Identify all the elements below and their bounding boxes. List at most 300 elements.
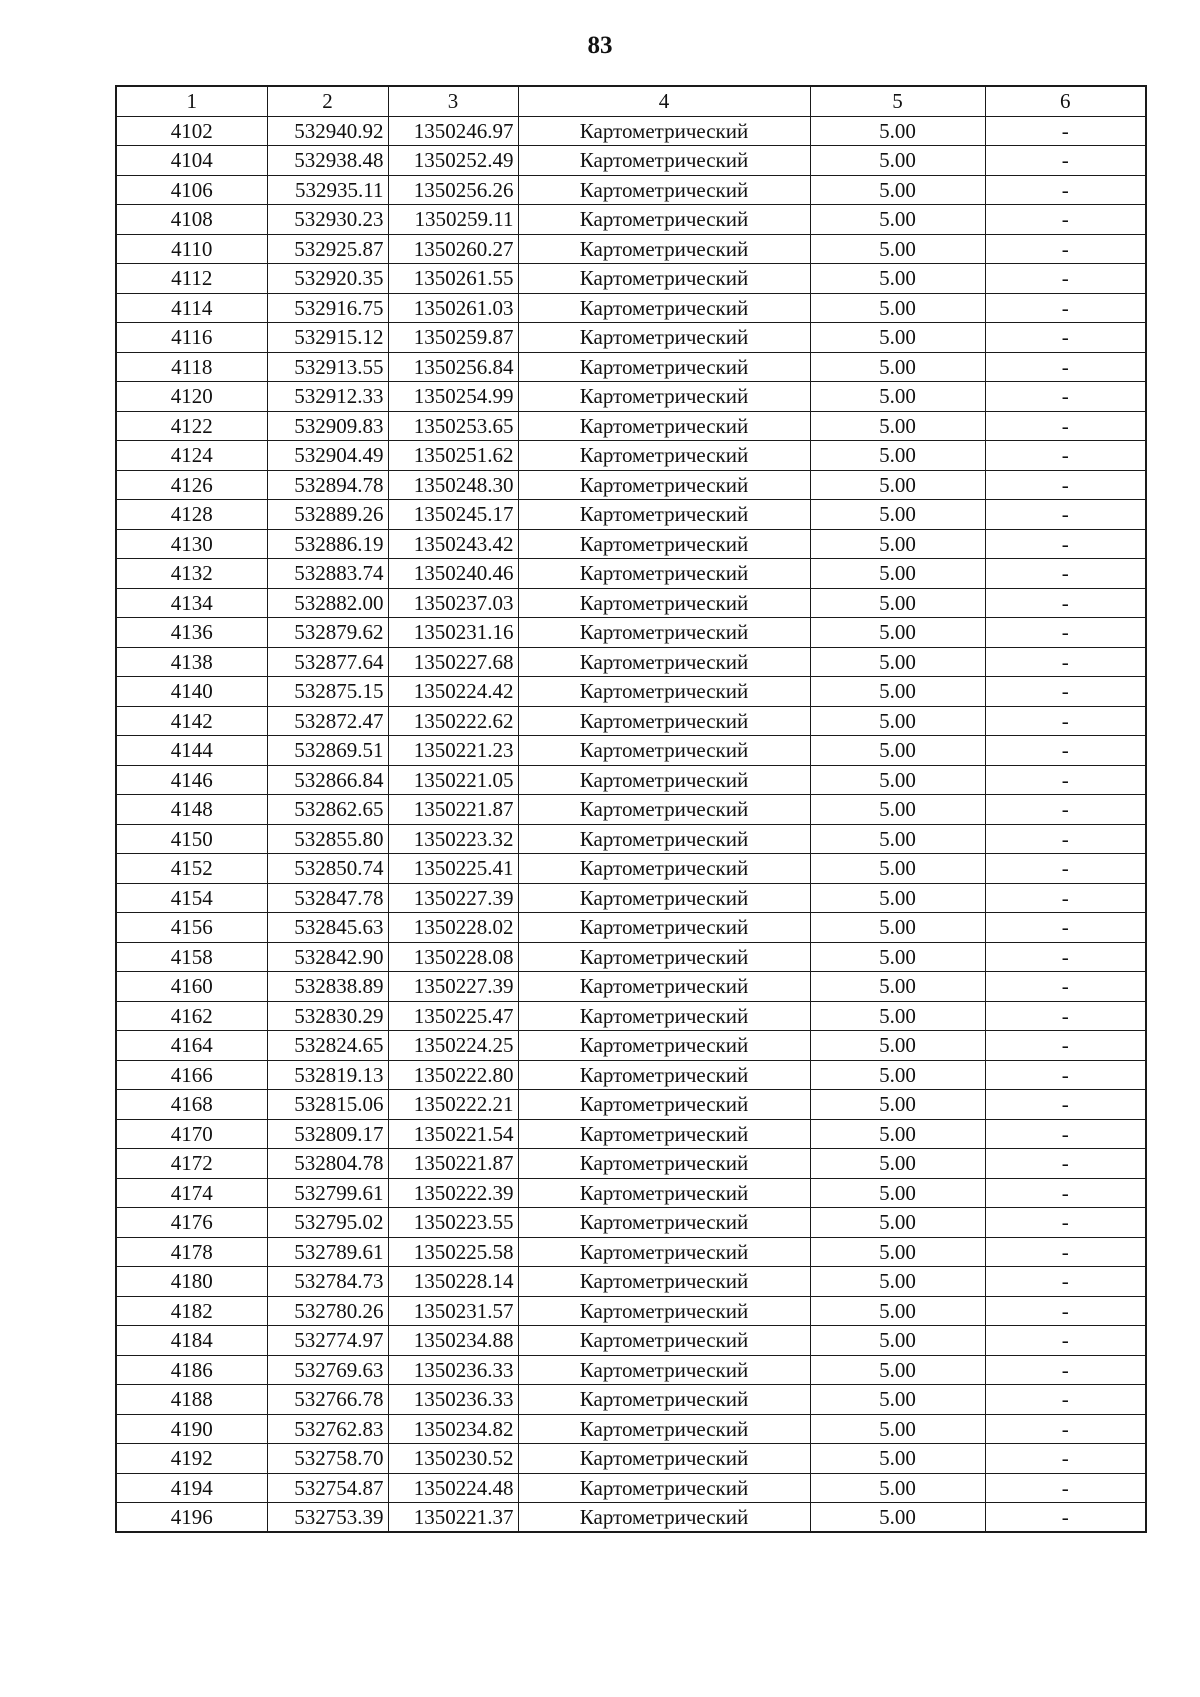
description-cell: - <box>985 1385 1146 1415</box>
y-coordinate-cell: 1350234.88 <box>388 1326 518 1356</box>
y-coordinate-cell: 1350236.33 <box>388 1355 518 1385</box>
column-header: 6 <box>985 86 1146 116</box>
method-cell: Картометрический <box>518 824 810 854</box>
x-coordinate-cell: 532754.87 <box>267 1473 388 1503</box>
method-cell: Картометрический <box>518 205 810 235</box>
table-row <box>116 765 1146 795</box>
point-number-cell: 4170 <box>116 1119 267 1149</box>
y-coordinate-cell: 1350227.39 <box>388 883 518 913</box>
table-row <box>116 175 1146 205</box>
accuracy-cell: 5.00 <box>810 529 985 559</box>
description-cell: - <box>985 293 1146 323</box>
method-cell: Картометрический <box>518 529 810 559</box>
accuracy-cell: 5.00 <box>810 264 985 294</box>
point-number-cell: 4138 <box>116 647 267 677</box>
point-number-cell: 4178 <box>116 1237 267 1267</box>
y-coordinate-cell: 1350227.39 <box>388 972 518 1002</box>
description-cell: - <box>985 1473 1146 1503</box>
method-cell: Картометрический <box>518 1208 810 1238</box>
description-cell: - <box>985 441 1146 471</box>
description-cell: - <box>985 323 1146 353</box>
y-coordinate-cell: 1350237.03 <box>388 588 518 618</box>
x-coordinate-cell: 532753.39 <box>267 1503 388 1533</box>
description-cell: - <box>985 175 1146 205</box>
description-cell: - <box>985 1119 1146 1149</box>
method-cell: Картометрический <box>518 441 810 471</box>
description-cell: - <box>985 1355 1146 1385</box>
table-row <box>116 1060 1146 1090</box>
method-cell: Картометрический <box>518 854 810 884</box>
x-coordinate-cell: 532940.92 <box>267 116 388 146</box>
x-coordinate-cell: 532769.63 <box>267 1355 388 1385</box>
accuracy-cell: 5.00 <box>810 1001 985 1031</box>
description-cell: - <box>985 1267 1146 1297</box>
method-cell: Картометрический <box>518 1355 810 1385</box>
x-coordinate-cell: 532762.83 <box>267 1414 388 1444</box>
description-cell: - <box>985 382 1146 412</box>
table-row <box>116 1444 1146 1474</box>
accuracy-cell: 5.00 <box>810 677 985 707</box>
accuracy-cell: 5.00 <box>810 323 985 353</box>
accuracy-cell: 5.00 <box>810 470 985 500</box>
x-coordinate-cell: 532758.70 <box>267 1444 388 1474</box>
accuracy-cell: 5.00 <box>810 1473 985 1503</box>
description-cell: - <box>985 736 1146 766</box>
point-number-cell: 4144 <box>116 736 267 766</box>
x-coordinate-cell: 532795.02 <box>267 1208 388 1238</box>
table-row <box>116 116 1146 146</box>
accuracy-cell: 5.00 <box>810 706 985 736</box>
point-number-cell: 4130 <box>116 529 267 559</box>
x-coordinate-cell: 532938.48 <box>267 146 388 176</box>
y-coordinate-cell: 1350260.27 <box>388 234 518 264</box>
accuracy-cell: 5.00 <box>810 1355 985 1385</box>
method-cell: Картометрический <box>518 1149 810 1179</box>
y-coordinate-cell: 1350248.30 <box>388 470 518 500</box>
method-cell: Картометрический <box>518 293 810 323</box>
point-number-cell: 4176 <box>116 1208 267 1238</box>
description-cell: - <box>985 972 1146 1002</box>
accuracy-cell: 5.00 <box>810 441 985 471</box>
point-number-cell: 4150 <box>116 824 267 854</box>
description-cell: - <box>985 116 1146 146</box>
description-cell: - <box>985 411 1146 441</box>
y-coordinate-cell: 1350221.54 <box>388 1119 518 1149</box>
x-coordinate-cell: 532875.15 <box>267 677 388 707</box>
point-number-cell: 4128 <box>116 500 267 530</box>
x-coordinate-cell: 532916.75 <box>267 293 388 323</box>
accuracy-cell: 5.00 <box>810 1444 985 1474</box>
method-cell: Картометрический <box>518 1031 810 1061</box>
method-cell: Картометрический <box>518 736 810 766</box>
table-row <box>116 1267 1146 1297</box>
description-cell: - <box>985 1444 1146 1474</box>
method-cell: Картометрический <box>518 706 810 736</box>
table-row <box>116 441 1146 471</box>
accuracy-cell: 5.00 <box>810 647 985 677</box>
point-number-cell: 4120 <box>116 382 267 412</box>
table-row <box>116 824 1146 854</box>
x-coordinate-cell: 532935.11 <box>267 175 388 205</box>
table-row <box>116 500 1146 530</box>
accuracy-cell: 5.00 <box>810 1414 985 1444</box>
table-row <box>116 795 1146 825</box>
accuracy-cell: 5.00 <box>810 972 985 1002</box>
y-coordinate-cell: 1350222.80 <box>388 1060 518 1090</box>
point-number-cell: 4112 <box>116 264 267 294</box>
method-cell: Картометрический <box>518 234 810 264</box>
x-coordinate-cell: 532883.74 <box>267 559 388 589</box>
description-cell: - <box>985 824 1146 854</box>
point-number-cell: 4148 <box>116 795 267 825</box>
y-coordinate-cell: 1350221.87 <box>388 795 518 825</box>
y-coordinate-cell: 1350251.62 <box>388 441 518 471</box>
accuracy-cell: 5.00 <box>810 1385 985 1415</box>
accuracy-cell: 5.00 <box>810 942 985 972</box>
x-coordinate-cell: 532862.65 <box>267 795 388 825</box>
point-number-cell: 4186 <box>116 1355 267 1385</box>
table-row <box>116 146 1146 176</box>
x-coordinate-cell: 532915.12 <box>267 323 388 353</box>
method-cell: Картометрический <box>518 470 810 500</box>
description-cell: - <box>985 1414 1146 1444</box>
x-coordinate-cell: 532845.63 <box>267 913 388 943</box>
y-coordinate-cell: 1350228.14 <box>388 1267 518 1297</box>
y-coordinate-cell: 1350221.23 <box>388 736 518 766</box>
accuracy-cell: 5.00 <box>810 765 985 795</box>
accuracy-cell: 5.00 <box>810 618 985 648</box>
table-row <box>116 411 1146 441</box>
x-coordinate-cell: 532804.78 <box>267 1149 388 1179</box>
point-number-cell: 4196 <box>116 1503 267 1533</box>
y-coordinate-cell: 1350223.32 <box>388 824 518 854</box>
accuracy-cell: 5.00 <box>810 1031 985 1061</box>
table-row <box>116 1090 1146 1120</box>
method-cell: Картометрический <box>518 559 810 589</box>
description-cell: - <box>985 1031 1146 1061</box>
method-cell: Картометрический <box>518 411 810 441</box>
x-coordinate-cell: 532886.19 <box>267 529 388 559</box>
y-coordinate-cell: 1350259.11 <box>388 205 518 235</box>
point-number-cell: 4156 <box>116 913 267 943</box>
x-coordinate-cell: 532789.61 <box>267 1237 388 1267</box>
method-cell: Картометрический <box>518 618 810 648</box>
point-number-cell: 4164 <box>116 1031 267 1061</box>
description-cell: - <box>985 1326 1146 1356</box>
method-cell: Картометрический <box>518 382 810 412</box>
accuracy-cell: 5.00 <box>810 883 985 913</box>
description-cell: - <box>985 854 1146 884</box>
description-cell: - <box>985 205 1146 235</box>
y-coordinate-cell: 1350243.42 <box>388 529 518 559</box>
table-row <box>116 736 1146 766</box>
description-cell: - <box>985 1178 1146 1208</box>
description-cell: - <box>985 352 1146 382</box>
point-number-cell: 4172 <box>116 1149 267 1179</box>
table-row <box>116 618 1146 648</box>
method-cell: Картометрический <box>518 1326 810 1356</box>
page-number: 83 <box>587 32 613 59</box>
point-number-cell: 4160 <box>116 972 267 1002</box>
x-coordinate-cell: 532819.13 <box>267 1060 388 1090</box>
accuracy-cell: 5.00 <box>810 500 985 530</box>
accuracy-cell: 5.00 <box>810 1503 985 1533</box>
description-cell: - <box>985 1060 1146 1090</box>
table-row <box>116 1031 1146 1061</box>
description-cell: - <box>985 1149 1146 1179</box>
description-cell: - <box>985 913 1146 943</box>
y-coordinate-cell: 1350224.42 <box>388 677 518 707</box>
table-row <box>116 942 1146 972</box>
y-coordinate-cell: 1350222.39 <box>388 1178 518 1208</box>
x-coordinate-cell: 532909.83 <box>267 411 388 441</box>
accuracy-cell: 5.00 <box>810 1296 985 1326</box>
x-coordinate-cell: 532847.78 <box>267 883 388 913</box>
method-cell: Картометрический <box>518 942 810 972</box>
accuracy-cell: 5.00 <box>810 1060 985 1090</box>
y-coordinate-cell: 1350253.65 <box>388 411 518 441</box>
y-coordinate-cell: 1350234.82 <box>388 1414 518 1444</box>
description-cell: - <box>985 1208 1146 1238</box>
accuracy-cell: 5.00 <box>810 234 985 264</box>
method-cell: Картометрический <box>518 500 810 530</box>
table-row <box>116 972 1146 1002</box>
table-row <box>116 1001 1146 1031</box>
accuracy-cell: 5.00 <box>810 352 985 382</box>
description-cell: - <box>985 765 1146 795</box>
accuracy-cell: 5.00 <box>810 382 985 412</box>
description-cell: - <box>985 1001 1146 1031</box>
description-cell: - <box>985 706 1146 736</box>
x-coordinate-cell: 532824.65 <box>267 1031 388 1061</box>
point-number-cell: 4152 <box>116 854 267 884</box>
table-row <box>116 1149 1146 1179</box>
column-header: 1 <box>116 86 267 116</box>
table-row <box>116 1414 1146 1444</box>
y-coordinate-cell: 1350228.08 <box>388 942 518 972</box>
point-number-cell: 4162 <box>116 1001 267 1031</box>
x-coordinate-cell: 532912.33 <box>267 382 388 412</box>
y-coordinate-cell: 1350231.57 <box>388 1296 518 1326</box>
accuracy-cell: 5.00 <box>810 1326 985 1356</box>
description-cell: - <box>985 234 1146 264</box>
point-number-cell: 4188 <box>116 1385 267 1415</box>
x-coordinate-cell: 532920.35 <box>267 264 388 294</box>
table-body <box>116 116 1146 1532</box>
accuracy-cell: 5.00 <box>810 824 985 854</box>
point-number-cell: 4174 <box>116 1178 267 1208</box>
point-number-cell: 4126 <box>116 470 267 500</box>
table-row <box>116 854 1146 884</box>
point-number-cell: 4118 <box>116 352 267 382</box>
x-coordinate-cell: 532766.78 <box>267 1385 388 1415</box>
description-cell: - <box>985 500 1146 530</box>
method-cell: Картометрический <box>518 1178 810 1208</box>
description-cell: - <box>985 1237 1146 1267</box>
y-coordinate-cell: 1350246.97 <box>388 116 518 146</box>
x-coordinate-cell: 532904.49 <box>267 441 388 471</box>
accuracy-cell: 5.00 <box>810 736 985 766</box>
point-number-cell: 4184 <box>116 1326 267 1356</box>
x-coordinate-cell: 532838.89 <box>267 972 388 1002</box>
table-row <box>116 647 1146 677</box>
accuracy-cell: 5.00 <box>810 1178 985 1208</box>
description-cell: - <box>985 470 1146 500</box>
description-cell: - <box>985 264 1146 294</box>
description-cell: - <box>985 588 1146 618</box>
y-coordinate-cell: 1350261.55 <box>388 264 518 294</box>
table-row <box>116 588 1146 618</box>
accuracy-cell: 5.00 <box>810 1267 985 1297</box>
point-number-cell: 4110 <box>116 234 267 264</box>
table-row <box>116 1473 1146 1503</box>
point-number-cell: 4180 <box>116 1267 267 1297</box>
x-coordinate-cell: 532882.00 <box>267 588 388 618</box>
description-cell: - <box>985 883 1146 913</box>
x-coordinate-cell: 532894.78 <box>267 470 388 500</box>
method-cell: Картометрический <box>518 913 810 943</box>
x-coordinate-cell: 532850.74 <box>267 854 388 884</box>
method-cell: Картометрический <box>518 1060 810 1090</box>
x-coordinate-cell: 532855.80 <box>267 824 388 854</box>
x-coordinate-cell: 532866.84 <box>267 765 388 795</box>
x-coordinate-cell: 532913.55 <box>267 352 388 382</box>
method-cell: Картометрический <box>518 352 810 382</box>
accuracy-cell: 5.00 <box>810 175 985 205</box>
x-coordinate-cell: 532869.51 <box>267 736 388 766</box>
description-cell: - <box>985 529 1146 559</box>
method-cell: Картометрический <box>518 1090 810 1120</box>
point-number-cell: 4190 <box>116 1414 267 1444</box>
point-number-cell: 4132 <box>116 559 267 589</box>
table-row <box>116 1119 1146 1149</box>
accuracy-cell: 5.00 <box>810 1237 985 1267</box>
method-cell: Картометрический <box>518 588 810 618</box>
table-row <box>116 234 1146 264</box>
coordinates-table <box>115 85 1147 1533</box>
table-row <box>116 1296 1146 1326</box>
table-row <box>116 913 1146 943</box>
method-cell: Картометрический <box>518 1503 810 1533</box>
accuracy-cell: 5.00 <box>810 913 985 943</box>
y-coordinate-cell: 1350261.03 <box>388 293 518 323</box>
description-cell: - <box>985 618 1146 648</box>
point-number-cell: 4134 <box>116 588 267 618</box>
point-number-cell: 4142 <box>116 706 267 736</box>
description-cell: - <box>985 1296 1146 1326</box>
table-row <box>116 1237 1146 1267</box>
table-row <box>116 883 1146 913</box>
method-cell: Картометрический <box>518 677 810 707</box>
accuracy-cell: 5.00 <box>810 559 985 589</box>
point-number-cell: 4146 <box>116 765 267 795</box>
point-number-cell: 4122 <box>116 411 267 441</box>
y-coordinate-cell: 1350227.68 <box>388 647 518 677</box>
accuracy-cell: 5.00 <box>810 205 985 235</box>
method-cell: Картометрический <box>518 883 810 913</box>
column-header: 5 <box>810 86 985 116</box>
point-number-cell: 4106 <box>116 175 267 205</box>
x-coordinate-cell: 532784.73 <box>267 1267 388 1297</box>
point-number-cell: 4140 <box>116 677 267 707</box>
description-cell: - <box>985 146 1146 176</box>
description-cell: - <box>985 1503 1146 1533</box>
column-header: 4 <box>518 86 810 116</box>
y-coordinate-cell: 1350256.84 <box>388 352 518 382</box>
x-coordinate-cell: 532842.90 <box>267 942 388 972</box>
method-cell: Картометрический <box>518 647 810 677</box>
method-cell: Картометрический <box>518 1473 810 1503</box>
y-coordinate-cell: 1350240.46 <box>388 559 518 589</box>
y-coordinate-cell: 1350221.37 <box>388 1503 518 1533</box>
accuracy-cell: 5.00 <box>810 795 985 825</box>
table-header-row <box>116 86 1146 116</box>
accuracy-cell: 5.00 <box>810 1090 985 1120</box>
table-row <box>116 677 1146 707</box>
method-cell: Картометрический <box>518 1001 810 1031</box>
accuracy-cell: 5.00 <box>810 411 985 441</box>
table-row <box>116 1503 1146 1533</box>
accuracy-cell: 5.00 <box>810 854 985 884</box>
x-coordinate-cell: 532877.64 <box>267 647 388 677</box>
point-number-cell: 4124 <box>116 441 267 471</box>
description-cell: - <box>985 677 1146 707</box>
method-cell: Картометрический <box>518 264 810 294</box>
point-number-cell: 4116 <box>116 323 267 353</box>
table-row <box>116 559 1146 589</box>
y-coordinate-cell: 1350254.99 <box>388 382 518 412</box>
method-cell: Картометрический <box>518 795 810 825</box>
x-coordinate-cell: 532780.26 <box>267 1296 388 1326</box>
y-coordinate-cell: 1350225.47 <box>388 1001 518 1031</box>
method-cell: Картометрический <box>518 323 810 353</box>
point-number-cell: 4182 <box>116 1296 267 1326</box>
x-coordinate-cell: 532809.17 <box>267 1119 388 1149</box>
y-coordinate-cell: 1350231.16 <box>388 618 518 648</box>
table-row <box>116 382 1146 412</box>
column-header: 2 <box>267 86 388 116</box>
table-row <box>116 1208 1146 1238</box>
table-row <box>116 1355 1146 1385</box>
table-row <box>116 706 1146 736</box>
method-cell: Картометрический <box>518 1296 810 1326</box>
x-coordinate-cell: 532925.87 <box>267 234 388 264</box>
point-number-cell: 4108 <box>116 205 267 235</box>
accuracy-cell: 5.00 <box>810 1119 985 1149</box>
method-cell: Картометрический <box>518 1444 810 1474</box>
table-row <box>116 529 1146 559</box>
description-cell: - <box>985 795 1146 825</box>
column-header: 3 <box>388 86 518 116</box>
method-cell: Картометрический <box>518 972 810 1002</box>
description-cell: - <box>985 647 1146 677</box>
y-coordinate-cell: 1350221.87 <box>388 1149 518 1179</box>
description-cell: - <box>985 942 1146 972</box>
description-cell: - <box>985 559 1146 589</box>
y-coordinate-cell: 1350252.49 <box>388 146 518 176</box>
accuracy-cell: 5.00 <box>810 146 985 176</box>
y-coordinate-cell: 1350225.58 <box>388 1237 518 1267</box>
y-coordinate-cell: 1350221.05 <box>388 765 518 795</box>
table-row <box>116 470 1146 500</box>
y-coordinate-cell: 1350245.17 <box>388 500 518 530</box>
method-cell: Картометрический <box>518 1385 810 1415</box>
x-coordinate-cell: 532889.26 <box>267 500 388 530</box>
method-cell: Картометрический <box>518 1119 810 1149</box>
table-row <box>116 293 1146 323</box>
y-coordinate-cell: 1350224.25 <box>388 1031 518 1061</box>
accuracy-cell: 5.00 <box>810 588 985 618</box>
